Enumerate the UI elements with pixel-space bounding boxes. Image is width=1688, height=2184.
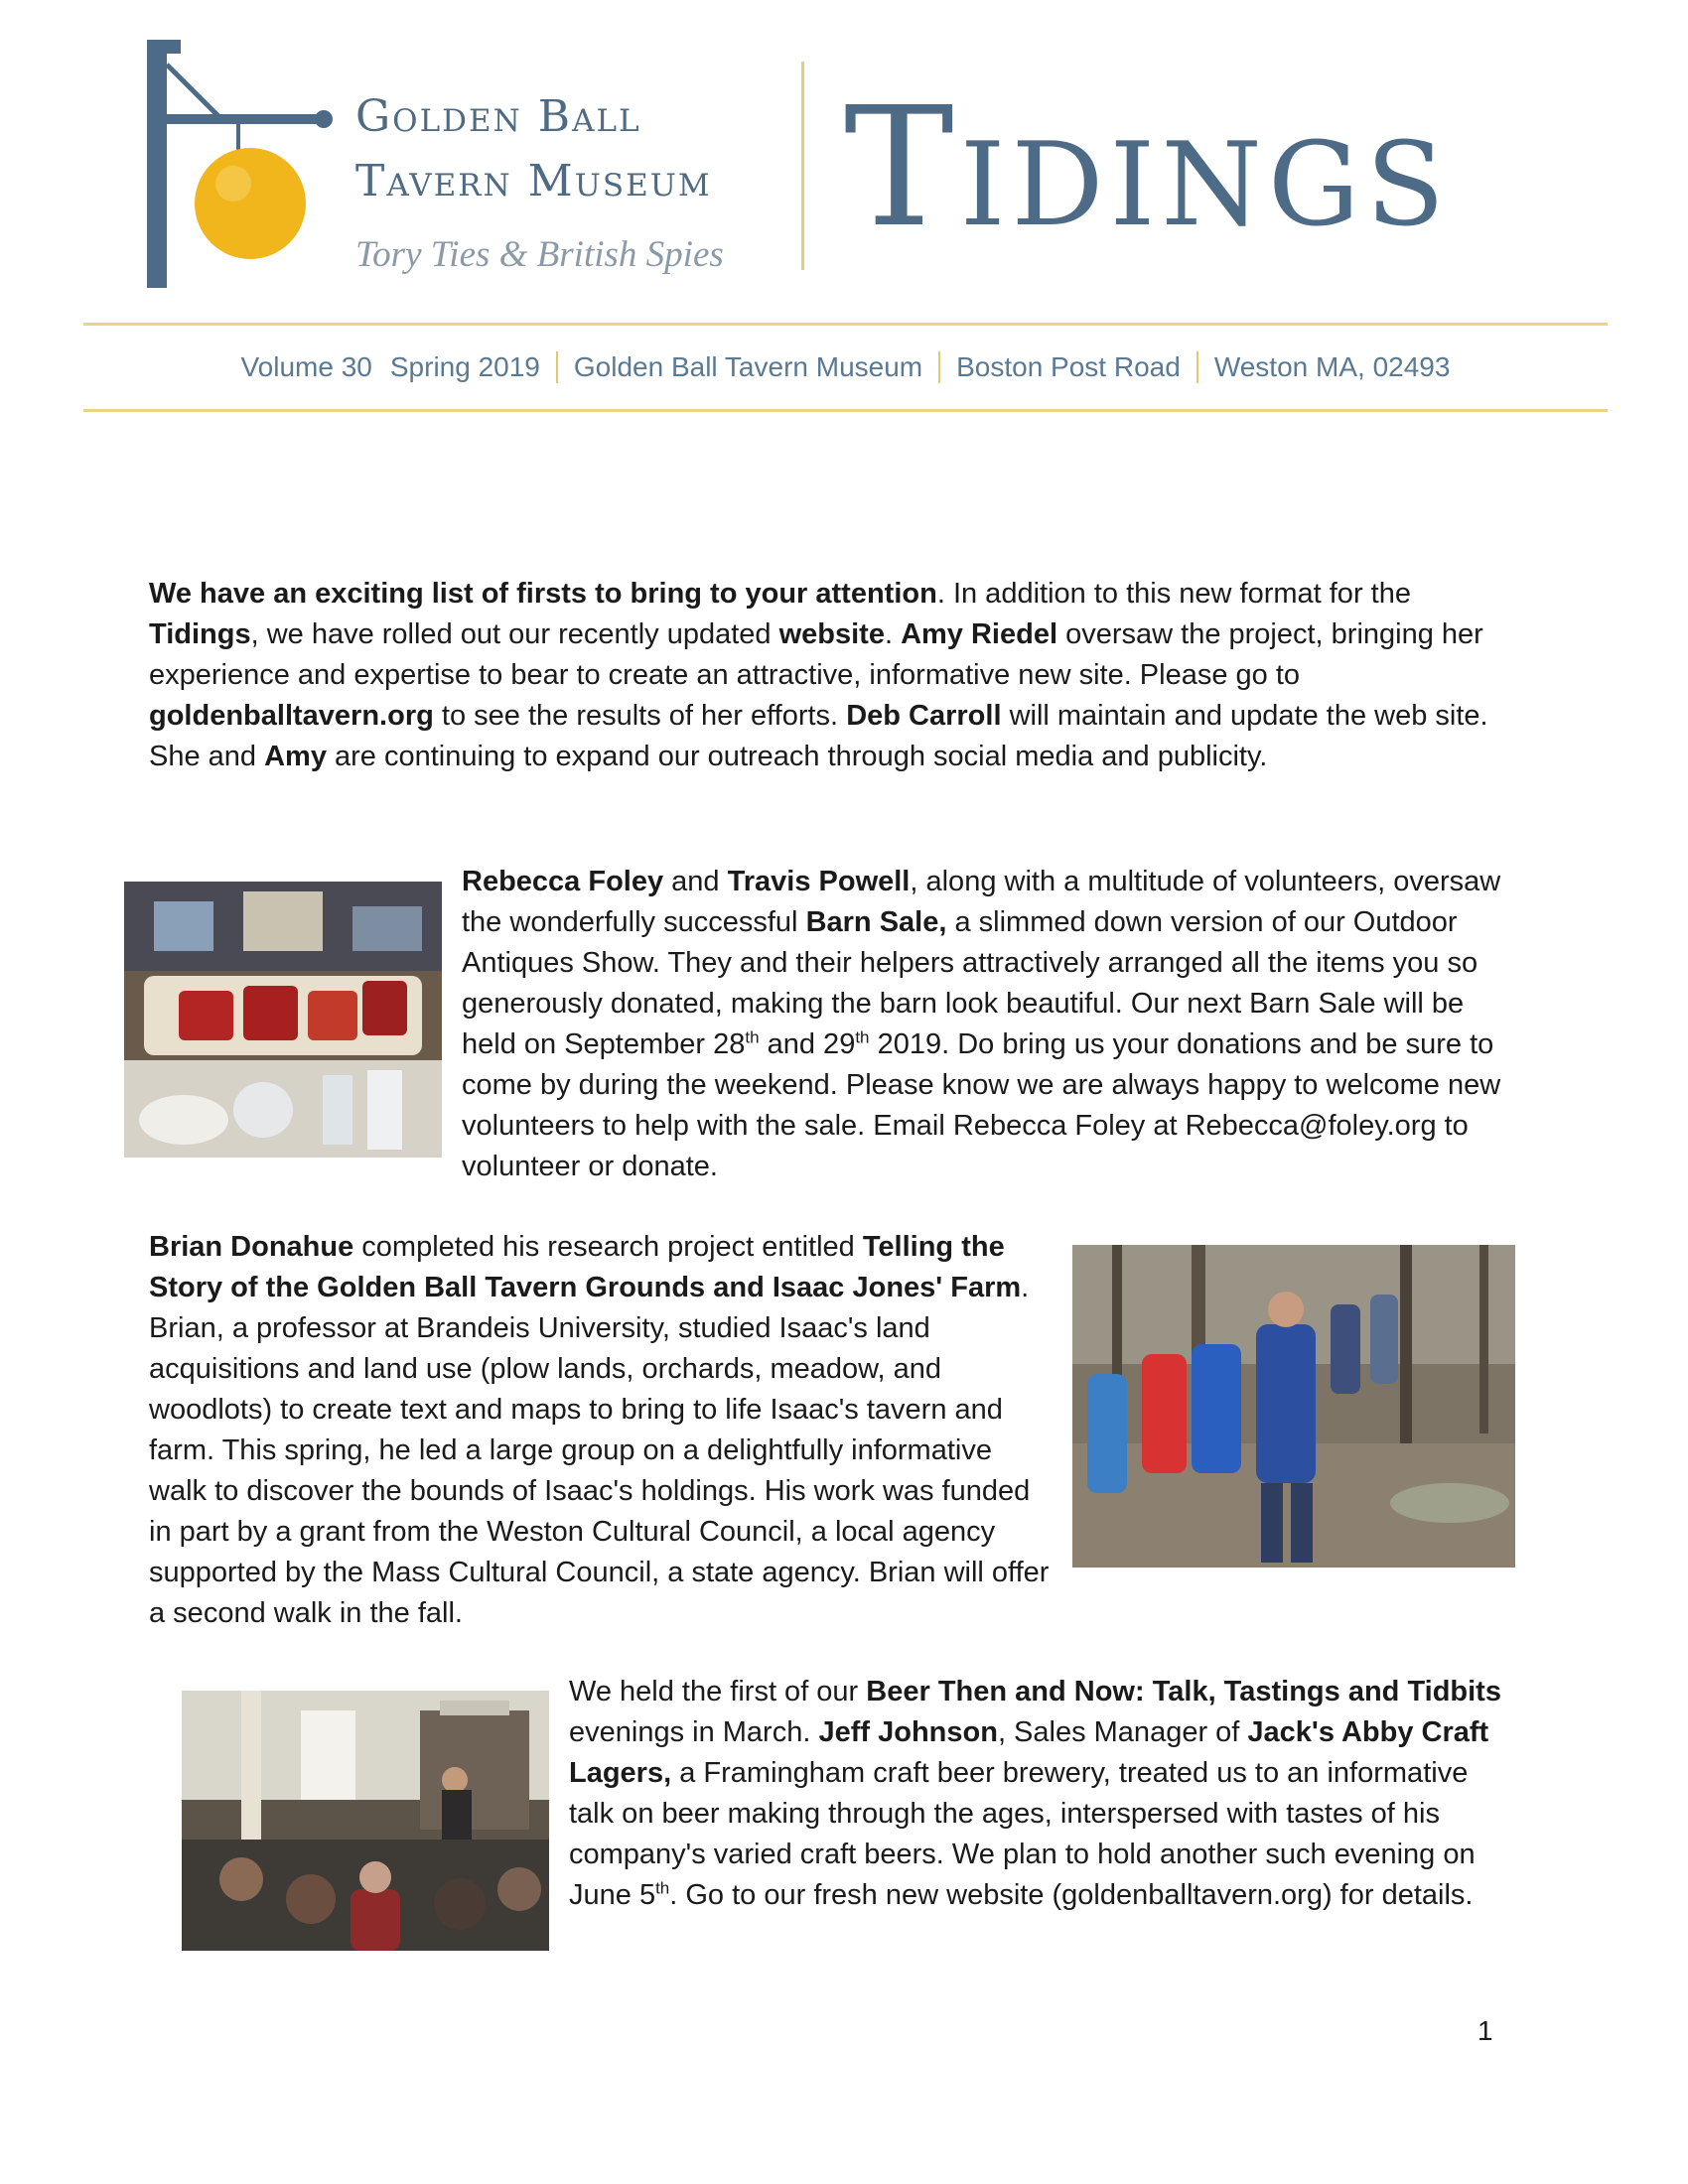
top-rule (83, 323, 1608, 326)
newsletter-title: Tidings (844, 72, 1451, 264)
tavern-sign-logo (139, 35, 338, 293)
road-label: Boston Post Road (956, 351, 1181, 382)
info-separator (1196, 351, 1198, 383)
page-number: 1 (1477, 2015, 1493, 2046)
info-separator (938, 351, 940, 383)
beer-event-paragraph: We held the first of our Beer Then and Now: Talk, Tastings and Tidbits evenings in March. Jeff Johnson, Sales Manager of Jack's Abby Craft Lagers, a Framingham craft beer brewery, treated us to an informative talk on beer making through the ages, interspersed with tastes of his company's varied craft beers. We plan to hold another such evening on June 5th. Go to our fresh new website (goldenballtavern.org) for details. (569, 1676, 1501, 1911)
season-label: Spring 2019 (389, 351, 540, 382)
beer-talk-photo (182, 1691, 549, 1951)
bottom-rule (83, 409, 1608, 412)
masthead-divider (801, 62, 804, 270)
barn-sale-photo (124, 882, 442, 1158)
barn-sale-paragraph: Rebecca Foley and Travis Powell, along with a multitude of volunteers, oversaw the wonderfully successful Barn Sale, a slimmed down version of our Outdoor Antiques Show. They and their helpers attractively arranged all the items you so generously donated, making the barn look beautiful. Our next Barn Sale will be held on September 28th and 29th 2019. Do bring us your donations and be sure to come by during the weekend. Please know we are always happy to welcome new volunteers to help with the sale. Email Rebecca Foley at Rebecca@foley.org to volunteer or donate. (462, 866, 1501, 1182)
volume-label: Volume 30 (240, 351, 372, 382)
issue-info-bar (83, 328, 1608, 407)
info-separator (556, 351, 558, 383)
intro-paragraph: We have an exciting list of firsts to bring to your attention. In addition to this new format for the Tidings, we have rolled out our recently updated website. Amy Riedel oversaw the project, bringing her experience and expertise to bear to create an attractive, informative new site. Please go to goldenballtavern.org to see the results of her efforts. Deb Carroll will maintain and update the web site. She and Amy are continuing to expand our outreach through social media and publicity. (149, 578, 1488, 772)
org-name-line1: Golden Ball (355, 91, 641, 142)
org-name-line2: Tavern Museum (355, 156, 712, 206)
org-tagline: Tory Ties & British Spies (355, 234, 724, 275)
woodland-walk-photo (1072, 1245, 1515, 1568)
research-paragraph: Brian Donahue completed his research project entitled Telling the Story of the Golden Ball Tavern Grounds and Isaac Jones' Farm. Brian, a professor at Brandeis University, studied Isaac's land acquisitions and land use (plow lands, orchards, meadow, and woodlots) to create text and maps to bring to life Isaac's tavern and farm. This spring, he led a large group on a delightfully informative walk to discover the bounds of Isaac's holdings. His work was funded in part by a grant from the Weston Cultural Council, a local agency supported by the Mass Cultural Council, a state agency. Brian will offer a second walk in the fall. (149, 1231, 1050, 1629)
museum-label: Golden Ball Tavern Museum (573, 351, 923, 382)
location-label: Weston MA, 02493 (1213, 351, 1451, 382)
